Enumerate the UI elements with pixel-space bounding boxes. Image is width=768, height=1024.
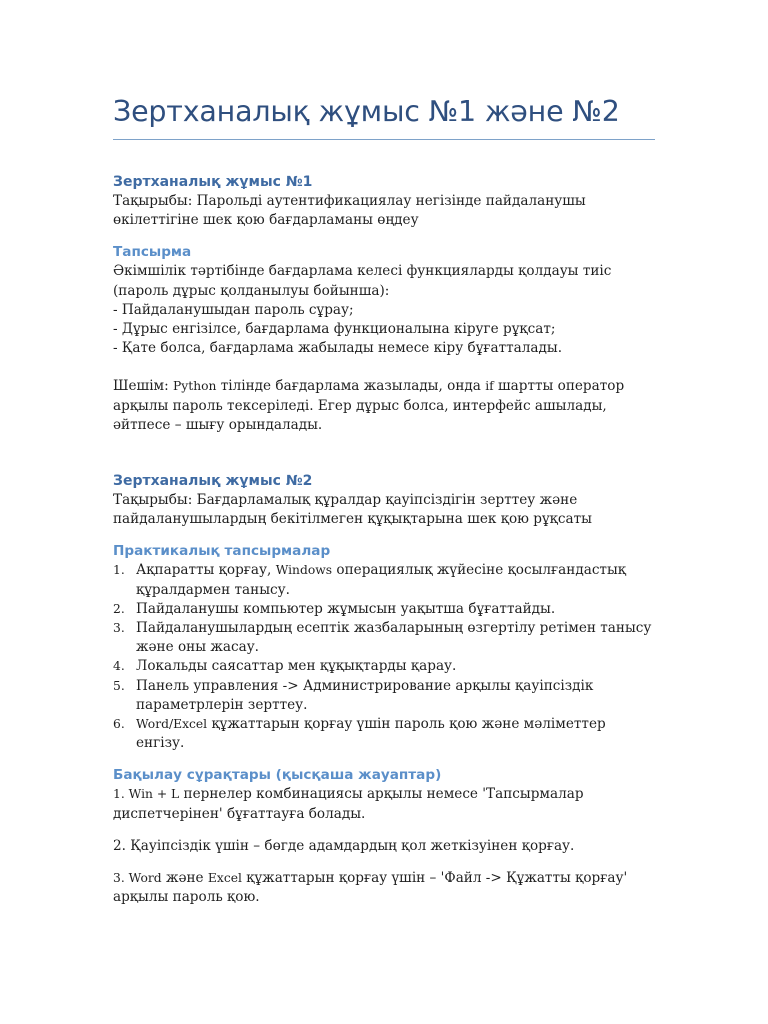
lab2-topic [113, 491, 658, 529]
lab1-task-item: - Дұрыс енгізілсе, бағдарлама функционалына кіруге рұқсат; [113, 321, 556, 338]
lab1-task-item: - Қате болса, бағдарлама жабылады немесе кіру бұғатталады. [113, 340, 563, 357]
lab2-heading: Зертханалық жұмыс №2 [113, 473, 313, 490]
lab1-solution-if: if [485, 379, 494, 394]
list-item [113, 657, 658, 676]
qa-item [113, 837, 658, 856]
lab1-solution-text: тілінде бағдарлама жазылады, онда [220, 378, 481, 395]
lab1-task-intro: Әкімшілік тәртібінде бағдарлама келесі функцияларды қолдауы тиіс (пароль дұрыс қолданылуы бойынша): [113, 263, 612, 299]
list-item-small: Word/Excel [136, 717, 208, 732]
lab1-solution [113, 377, 658, 435]
list-item-number: 4. [113, 659, 125, 674]
list-item [113, 600, 658, 619]
page-title: Зертханалық жұмыс №1 және №2 [113, 95, 620, 128]
lab2-topic-label: Тақырыбы: [113, 492, 193, 509]
document-body [113, 172, 658, 920]
list-item-number: 1. [113, 563, 125, 578]
qa-item-text: 2. Қауіпсіздік үшін – бөгде адамдардың қол жеткізуінен қорғау. [113, 837, 575, 854]
list-item-text-post: құжаттарын қорғау үшін пароль қою және мәліметтер енгізу. [136, 716, 606, 752]
lab1-solution-label: Шешім: [113, 378, 169, 395]
list-item-text: Локальды саясаттар мен құқықтарды қарау. [136, 658, 457, 675]
qa-item [113, 785, 658, 823]
practice-list [113, 561, 658, 753]
lab1-task-item: - Пайдаланушыдан пароль сұрау; [113, 301, 354, 318]
list-item [113, 561, 658, 599]
qa-item [113, 869, 658, 907]
list-item-text: Ақпаратты қорғау, [136, 562, 272, 579]
qa-item-small: Excel [207, 871, 242, 886]
qa-item-prefix: 1. Win + L [113, 787, 180, 802]
list-item-small: Windows [275, 563, 333, 578]
lab2-topic-text: Бағдарламалық құралдар қауіпсіздігін зерттеу және пайдаланушылардың бекітілмеген құқықтарына шек қою рұқсаты [113, 492, 592, 528]
lab1-topic [113, 192, 658, 230]
lab1-topic-text: Парольді аутентификациялау негізінде пайдаланушы өкілеттігіне шек қою бағдарламаны өңдеу [113, 193, 586, 229]
title-divider [113, 139, 655, 140]
lab1-solution-text-2: шартты оператор арқылы пароль тексеріледі. Егер дұрыс болса, интерфейс ашылады, әйтпесе – шығу орындалады. [113, 378, 625, 433]
list-item [113, 677, 658, 715]
list-item-text: Пайдаланушы компьютер жұмысын уақытша бұғаттайды. [136, 600, 556, 617]
qa-item-prefix: 3. Word [113, 871, 162, 886]
lab1-topic-label: Тақырыбы: [113, 193, 193, 209]
list-item-number: 6. [113, 717, 125, 732]
list-item-number: 2. [113, 601, 125, 616]
lab1-solution-python: Python [173, 379, 217, 394]
lab1-heading: Зертханалық жұмыс №1 [113, 174, 313, 190]
lab1-task-heading: Тапсырма [113, 244, 192, 261]
lab2-practice-heading: Практикалық тапсырмалар [113, 543, 331, 560]
list-item [113, 619, 658, 657]
lab2-control-heading: Бақылау сұрақтары (қысқаша жауаптар) [113, 767, 442, 784]
list-item [113, 715, 658, 753]
qa-item-text: және [165, 870, 204, 887]
list-item-text: Панель управления -> Администрирование арқылы қауіпсіздік параметрлерін зерттеу. [136, 677, 594, 713]
qa-item-text-2: құжаттарын қорғау үшін – 'Файл -> Құжатты қорғау' арқылы пароль қою. [113, 870, 628, 906]
list-item-number: 3. [113, 621, 125, 636]
list-item-text: Пайдаланушылардың есептік жазбаларының өзгертілу ретімен танысу және оны жасау. [136, 620, 652, 656]
list-item-text-post: операциялық жүйесіне қосылғандастық құралдармен танысу. [136, 562, 627, 598]
qa-item-text: пернелер комбинациясы арқылы немесе 'Тапсырмалар диспетчерінен' бұғаттауға болады. [113, 786, 584, 822]
list-item-number: 5. [113, 678, 125, 693]
